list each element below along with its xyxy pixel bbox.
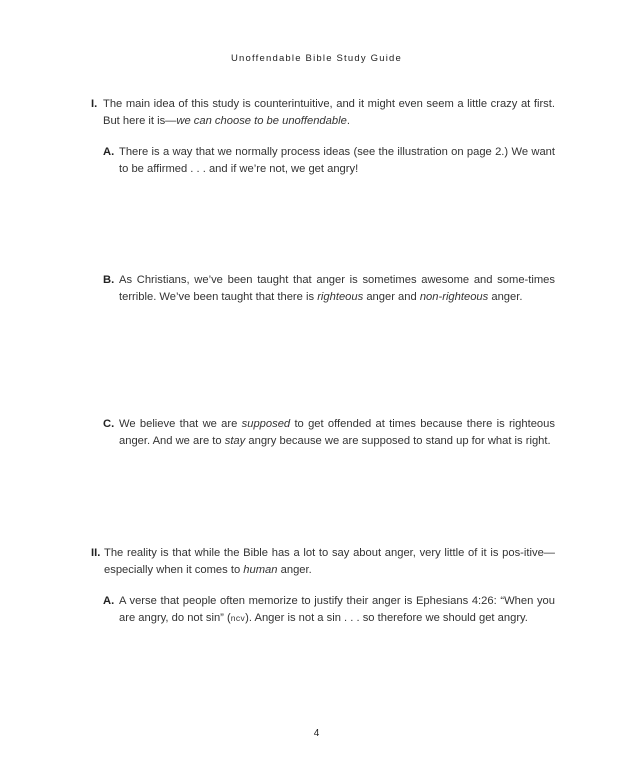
- outline-text-i-c: We believe that we are supposed to get offended at times because there is righteous anger. And we are to stay angry because we are supposed to stand up for what is right.: [119, 418, 555, 447]
- outline-text-i: The main idea of this study is counterintuitive, and it might even seem a little crazy at first. But here it is—we can choose to be unoffendable.: [103, 98, 555, 127]
- outline-marker-i: I.: [91, 98, 98, 110]
- outline-item-i-c: [103, 416, 555, 450]
- outline-item-ii-a: [103, 593, 555, 627]
- outline-item-i: [91, 96, 555, 130]
- outline-item-i-b: [103, 272, 555, 306]
- page-number: 4: [313, 728, 320, 739]
- outline-text-i-b: As Christians, we’ve been taught that anger is sometimes awesome and some-times terrible. We’ve been taught that there is righteous anger and non-righteous anger.: [119, 274, 555, 303]
- outline-item-i-a: [103, 144, 555, 178]
- outline-marker-i-a: A.: [103, 146, 115, 158]
- outline-marker-i-b: B.: [103, 274, 115, 286]
- outline-item-ii: [91, 545, 555, 579]
- outline-marker-i-c: C.: [103, 418, 115, 430]
- outline-text-ii-a: A verse that people often memorize to justify their anger is Ephesians 4:26: “When you are angry, do not sin” (ncv). Anger is not a sin . . . so therefore we should get angry.: [119, 595, 555, 624]
- outline-marker-ii-a: A.: [103, 595, 115, 607]
- outline-text-ii: The reality is that while the Bible has a lot to say about anger, very little of it is pos-itive—especially when it comes to human anger.: [104, 547, 555, 576]
- running-header: Unoffendable Bible Study Guide: [230, 53, 403, 64]
- outline-marker-ii: II.: [91, 547, 101, 559]
- outline-text-i-a: There is a way that we normally process ideas (see the illustration on page 2.) We want to be affirmed . . . and if we’re not, we get angry!: [119, 146, 555, 175]
